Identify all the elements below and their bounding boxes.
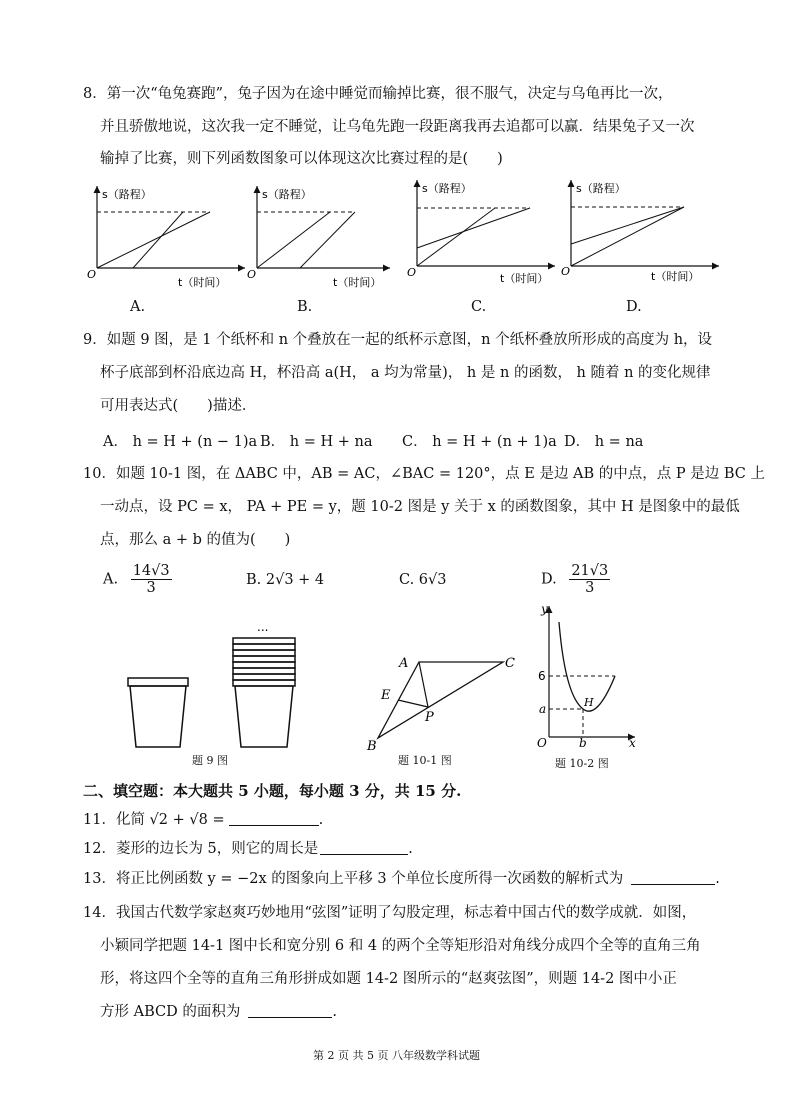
q10-option-d-label: D. bbox=[541, 571, 557, 588]
q12: 12．菱形的边长为 5，则它的周长是 . bbox=[83, 841, 413, 857]
q12-text: 12．菱形的边长为 5，则它的周长是 bbox=[83, 841, 319, 857]
q10-option-a-denominator: 3 bbox=[146, 580, 156, 596]
graph-d bbox=[561, 180, 719, 283]
graph-a-origin: O bbox=[87, 268, 97, 281]
q12-answer-blank[interactable] bbox=[320, 840, 408, 855]
graph2-point-h: H bbox=[584, 696, 594, 709]
q14-line-4: 方形 ABCD 的面积为 . bbox=[100, 1004, 337, 1020]
graph-a-option: A. bbox=[130, 299, 146, 315]
q13-text: 13．将正比例函数 y = −2x 的图象向上平移 3 个单位长度所得一次函数的解析式为 bbox=[83, 871, 624, 887]
tri-label-c: C bbox=[505, 656, 515, 671]
graph2-tick-a: a bbox=[539, 702, 547, 716]
figure-9-cups bbox=[120, 615, 320, 750]
graph-c-option: C. bbox=[471, 299, 487, 315]
q14-line-2: 小颖同学把题 14-1 图中长和宽分别 6 和 4 的两个全等矩形沿对角线分成四个全等的直角三角 bbox=[100, 938, 701, 954]
graph2-x-label: x bbox=[629, 736, 636, 750]
graph-b-xlabel: t（时间） bbox=[333, 276, 382, 289]
tri-label-p: P bbox=[425, 710, 434, 725]
q10-option-d-numerator: 21√3 bbox=[571, 563, 609, 579]
q10-line-3: 点，那么 a + b 的值为( ) bbox=[100, 532, 291, 548]
graph2-origin: O bbox=[537, 736, 547, 750]
page-footer: 第 2 页 共 5 页 八年级数学科试题 bbox=[313, 1049, 480, 1062]
q10-option-a-fraction bbox=[131, 563, 172, 596]
q9-option-b: B． h = H + na bbox=[260, 434, 373, 450]
q14-answer-blank[interactable] bbox=[248, 1003, 332, 1018]
caption-fig-10-2: 题 10-2 图 bbox=[555, 757, 609, 770]
tri-label-e: E bbox=[381, 688, 391, 703]
graph2-y-label: y bbox=[541, 602, 548, 616]
cups-dots: ... bbox=[257, 620, 269, 634]
graph-d-origin: O bbox=[561, 265, 571, 278]
q9-line-2: 杯子底部到杯沿底边高 H，杯沿高 a(H， a 均为常量)， h 是 n 的函数， h 随着 n 的变化规律 bbox=[100, 365, 711, 381]
graph-a-xlabel: t（时间） bbox=[178, 276, 227, 289]
q14-line-4-text: 方形 ABCD 的面积为 bbox=[100, 1004, 241, 1020]
caption-fig-10-1: 题 10-1 图 bbox=[398, 754, 452, 767]
figure-10-1-triangle bbox=[363, 650, 523, 755]
graph2-tick-b: b bbox=[579, 736, 587, 750]
graph-b bbox=[247, 186, 390, 289]
q8-line-2: 并且骄傲地说，这次我一定不睡觉，让乌龟先跑一段距离我再去追都可以赢．结果兔子又一次 bbox=[100, 119, 695, 135]
q14-line-3: 形，将这四个全等的直角三角形拼成如题 14-2 图所示的“赵爽弦图”，则题 14-2 图中小正 bbox=[100, 971, 677, 987]
q9-line-1: 9．如题 9 图，是 1 个纸杯和 n 个叠放在一起的纸杯示意图，n 个纸杯叠放所形成的高度为 h，设 bbox=[83, 332, 713, 348]
q10-option-c: C. 6√3 bbox=[399, 572, 447, 588]
tri-label-b: B bbox=[367, 739, 377, 754]
graph-c-ylabel: s（路程） bbox=[422, 182, 472, 195]
q10-option-a bbox=[103, 563, 172, 596]
section-2-title: 二、填空题：本大题共 5 小题，每小题 3 分，共 15 分. bbox=[83, 782, 462, 800]
q10-option-b: B. 2√3 + 4 bbox=[246, 572, 325, 588]
graph-c-origin: O bbox=[407, 266, 417, 279]
q14-line-1: 14．我国古代数学家赵爽巧妙地用“弦图”证明了勾股定理，标志着中国古代的数学成就．如图， bbox=[83, 905, 697, 921]
q13: 13．将正比例函数 y = −2x 的图象向上平移 3 个单位长度所得一次函数的解析式为 . bbox=[83, 871, 720, 887]
graph-c-xlabel: t（时间） bbox=[500, 272, 549, 285]
graph-c bbox=[407, 180, 555, 285]
q9-option-a: A． h = H + (n − 1)a bbox=[103, 434, 258, 450]
graph-d-xlabel: t（时间） bbox=[651, 270, 700, 283]
figure-10-2-graph bbox=[535, 600, 645, 750]
graph-d-option: D. bbox=[626, 299, 642, 315]
q10-option-a-label: A. bbox=[103, 571, 119, 588]
q10-option-d-denominator: 3 bbox=[585, 580, 595, 596]
q10-line-2: 一动点，设 PC = x， PA + PE = y，题 10-2 图是 y 关于 x 的函数图象，其中 H 是图象中的最低 bbox=[100, 499, 740, 515]
graph-a bbox=[87, 186, 245, 289]
graph-b-option: B. bbox=[297, 299, 313, 315]
caption-fig-9: 题 9 图 bbox=[192, 754, 228, 767]
q11: 11．化简 √2 + √8 = . bbox=[83, 812, 324, 828]
q8-graphs bbox=[85, 178, 775, 300]
q9-line-3: 可用表达式( )描述． bbox=[100, 398, 257, 414]
graph-a-ylabel: s（路程） bbox=[102, 188, 152, 201]
q9-option-c: C． h = H + (n + 1)a bbox=[402, 434, 557, 450]
graph-b-origin: O bbox=[247, 268, 257, 281]
q13-answer-blank[interactable] bbox=[631, 870, 715, 885]
q9-option-d: D． h = na bbox=[564, 434, 644, 450]
graph2-tick-6: 6 bbox=[538, 669, 546, 683]
q10-option-a-numerator: 14√3 bbox=[132, 563, 170, 579]
q10-line-1: 10．如题 10-1 图，在 ΔABC 中，AB = AC，∠BAC = 120°，点 E 是边 AB 的中点，点 P 是边 BC 上 bbox=[83, 466, 766, 482]
tri-label-a: A bbox=[399, 656, 409, 671]
q11-text: 11．化简 √2 + √8 = bbox=[83, 812, 225, 828]
graph-b-ylabel: s（路程） bbox=[262, 188, 312, 201]
q8-line-1: 8．第一次“龟兔赛跑”，兔子因为在途中睡觉而输掉比赛，很不服气，决定与乌龟再比一次， bbox=[83, 86, 673, 102]
q8-line-3: 输掉了比赛，则下列函数图象可以体现这次比赛过程的是( ) bbox=[100, 151, 503, 167]
q11-answer-blank[interactable] bbox=[229, 811, 319, 826]
graph-d-ylabel: s（路程） bbox=[576, 182, 626, 195]
q10-option-d-fraction bbox=[569, 563, 610, 596]
q10-option-d bbox=[541, 563, 610, 596]
